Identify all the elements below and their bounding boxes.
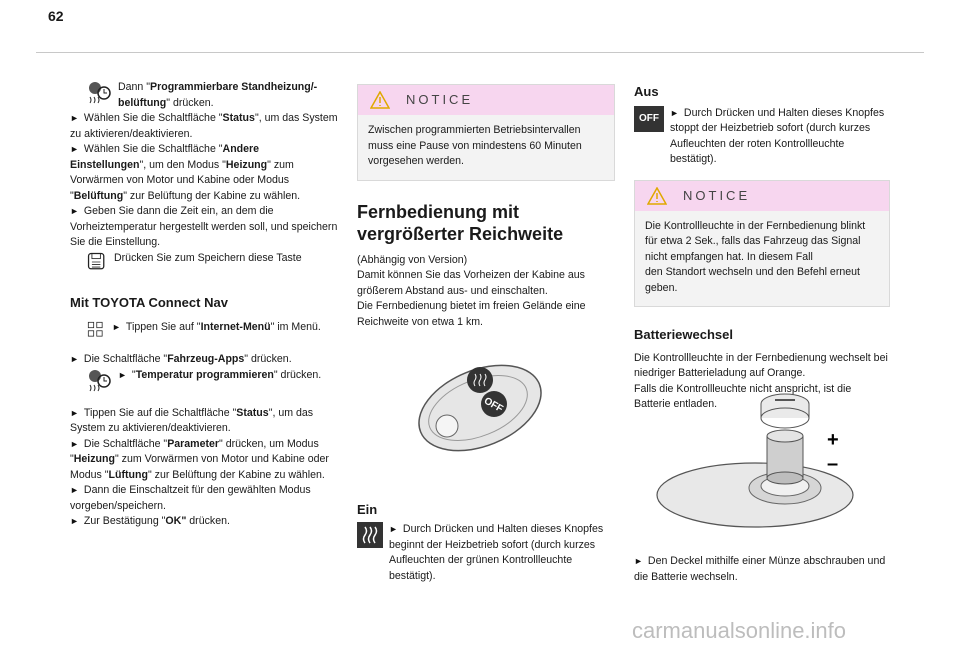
column-left <box>70 80 338 530</box>
bullet-arrow-icon: ► <box>70 485 79 495</box>
save-row <box>86 251 338 273</box>
page-number: 62 <box>48 8 64 24</box>
battery-description: Die Kontrollleuchte in der Fernbedienung wechselt bei niedriger Batterieladung auf Orange. Falls die Kontrollleuchte nicht anspricht, ist die Batterie entladen. <box>634 351 888 410</box>
minus-label: – <box>827 453 839 475</box>
notice-title-2: NOTICE <box>683 187 751 203</box>
section-heading-battery: Batteriewechsel <box>634 327 733 342</box>
bullet-arrow-icon: ► <box>70 516 79 526</box>
heating-on-icon <box>357 522 383 548</box>
programmed-heating-row <box>86 80 338 111</box>
step-status-2: ► Tippen Sie auf die Schaltfläche "Status", um das System zu aktivieren/deaktivieren. <box>70 406 314 434</box>
heat-button-icon <box>467 367 493 393</box>
internet-menu-text: ► Tippen Sie auf "Internet-Menü" im Menü. <box>112 321 321 333</box>
battery-step: ► Den Deckel mithilfe einer Münze abschrauben und die Batterie wechseln. <box>634 555 886 583</box>
notice-text-2: Die Kontrollleuchte in der Fernbedienung blinkt für etwa 2 Sek., falls das Fahrzeug das Signal nicht empfangen hat. In diesem Fall den Standort wechseln und den Befehl erneut geben. <box>645 219 866 294</box>
notice-box <box>357 84 615 181</box>
ein-text: ► Durch Drücken und Halten dieses Knopfes beginnt der Heizbetrieb sofort (durch kurzes Aufleuchten der grünen Kontrollleuchte bestätigt). <box>389 523 604 582</box>
header-rule <box>36 52 924 53</box>
save-text: Drücken Sie zum Speichern diese Taste <box>114 251 302 264</box>
notice-box-2 <box>634 180 890 308</box>
notice-header <box>358 85 614 115</box>
bullet-arrow-icon: ► <box>112 322 121 332</box>
section-heading-remote: Fernbedienung mit vergrößerter Reichweite <box>357 201 564 244</box>
bullet-arrow-icon: ► <box>670 107 679 118</box>
off-button-icon <box>481 391 507 417</box>
bullet-arrow-icon: ► <box>70 354 79 364</box>
step-vehicle-apps: ► Die Schaltfläche "Fahrzeug-Apps" drücken. <box>70 353 292 365</box>
watermark: carmanualsonline.info <box>632 618 847 643</box>
bullet-arrow-icon: ► <box>118 369 127 380</box>
step-enter-time: ► Geben Sie dann die Zeit ein, an dem die Vorheiztemperatur hergestellt werden soll, und speichern Sie die Einstellung. <box>70 205 338 248</box>
save-icon <box>86 251 108 273</box>
notice-header-2 <box>635 181 889 211</box>
step-confirm: ► Zur Bestätigung "OK" drücken. <box>70 515 230 527</box>
step-status: ► Wählen Sie die Schaltfläche "Status", um das System zu aktivieren/deaktivieren. <box>70 112 338 140</box>
column-right <box>634 84 890 583</box>
program-temp-text: ► "Temperatur programmieren" drücken. <box>118 368 322 381</box>
remote-fob-illustration <box>412 360 550 460</box>
plus-label: + <box>827 429 839 451</box>
bullet-arrow-icon: ► <box>389 524 398 534</box>
section-heading-ein: Ein <box>357 502 378 517</box>
bullet-arrow-icon: ► <box>70 438 79 449</box>
heating-timer-icon <box>86 80 112 106</box>
svg-text:OFF: OFF <box>481 395 505 416</box>
ein-row <box>357 522 615 584</box>
aus-text: ► Durch Drücken und Halten dieses Knopfes stoppt der Heizbetrieb sofort (durch kurzes Aufleuchten der roten Kontrollleuchte bestätigt). <box>670 106 885 165</box>
section-heading-nav: Mit TOYOTA Connect Nav <box>70 294 228 310</box>
step-other-settings: ► Wählen Sie die Schaltfläche "Andere Einstellungen", um den Modus "Heizung" zum Vorwärmen von Motor und Kabine oder Modus "Belüftung" zur Belüftung der Kabine zu wählen. <box>70 143 301 202</box>
aus-row <box>634 106 890 168</box>
battery-change-illustration <box>655 390 865 530</box>
step-parameter: ► Die Schaltfläche "Parameter" drücken, um Modus "Heizung" zum Vorwärmen von Motor und Kabine oder Modus "Lüftung" zur Belüftung der Kabine zu wählen. <box>70 437 329 481</box>
notice-text: Zwischen programmierten Betriebsintervallen muss eine Pause von mindestens 60 Minuten vorgesehen werden. <box>368 124 582 167</box>
programmed-heating-text: Dann "Programmierbare Standheizung/-belüftung" drücken. <box>118 81 318 109</box>
off-badge-icon: OFF <box>634 106 664 132</box>
bullet-arrow-icon: ► <box>70 113 79 123</box>
internet-menu-row <box>86 320 338 340</box>
warning-icon <box>647 187 667 205</box>
bullet-arrow-icon: ► <box>70 407 79 418</box>
step-set-time: ► Dann die Einschaltzeit für den gewählten Modus vorgeben/speichern. <box>70 484 311 512</box>
section-heading-aus: Aus <box>634 84 659 99</box>
remote-description: (Abhängig von Version) Damit können Sie das Vorheizen der Kabine aus größerem Abstand aus- und einschalten. Die Fernbedienung bietet im freien Gelände eine Reichweite von etwa 1 km. <box>357 253 586 328</box>
grid-menu-icon <box>86 320 106 340</box>
notice-title: NOTICE <box>406 92 474 108</box>
bullet-arrow-icon: ► <box>70 144 79 154</box>
warning-icon <box>370 91 390 109</box>
bullet-arrow-icon: ► <box>634 556 643 566</box>
bullet-arrow-icon: ► <box>70 206 79 216</box>
program-temp-row <box>86 368 338 394</box>
heating-timer-icon <box>86 368 112 394</box>
